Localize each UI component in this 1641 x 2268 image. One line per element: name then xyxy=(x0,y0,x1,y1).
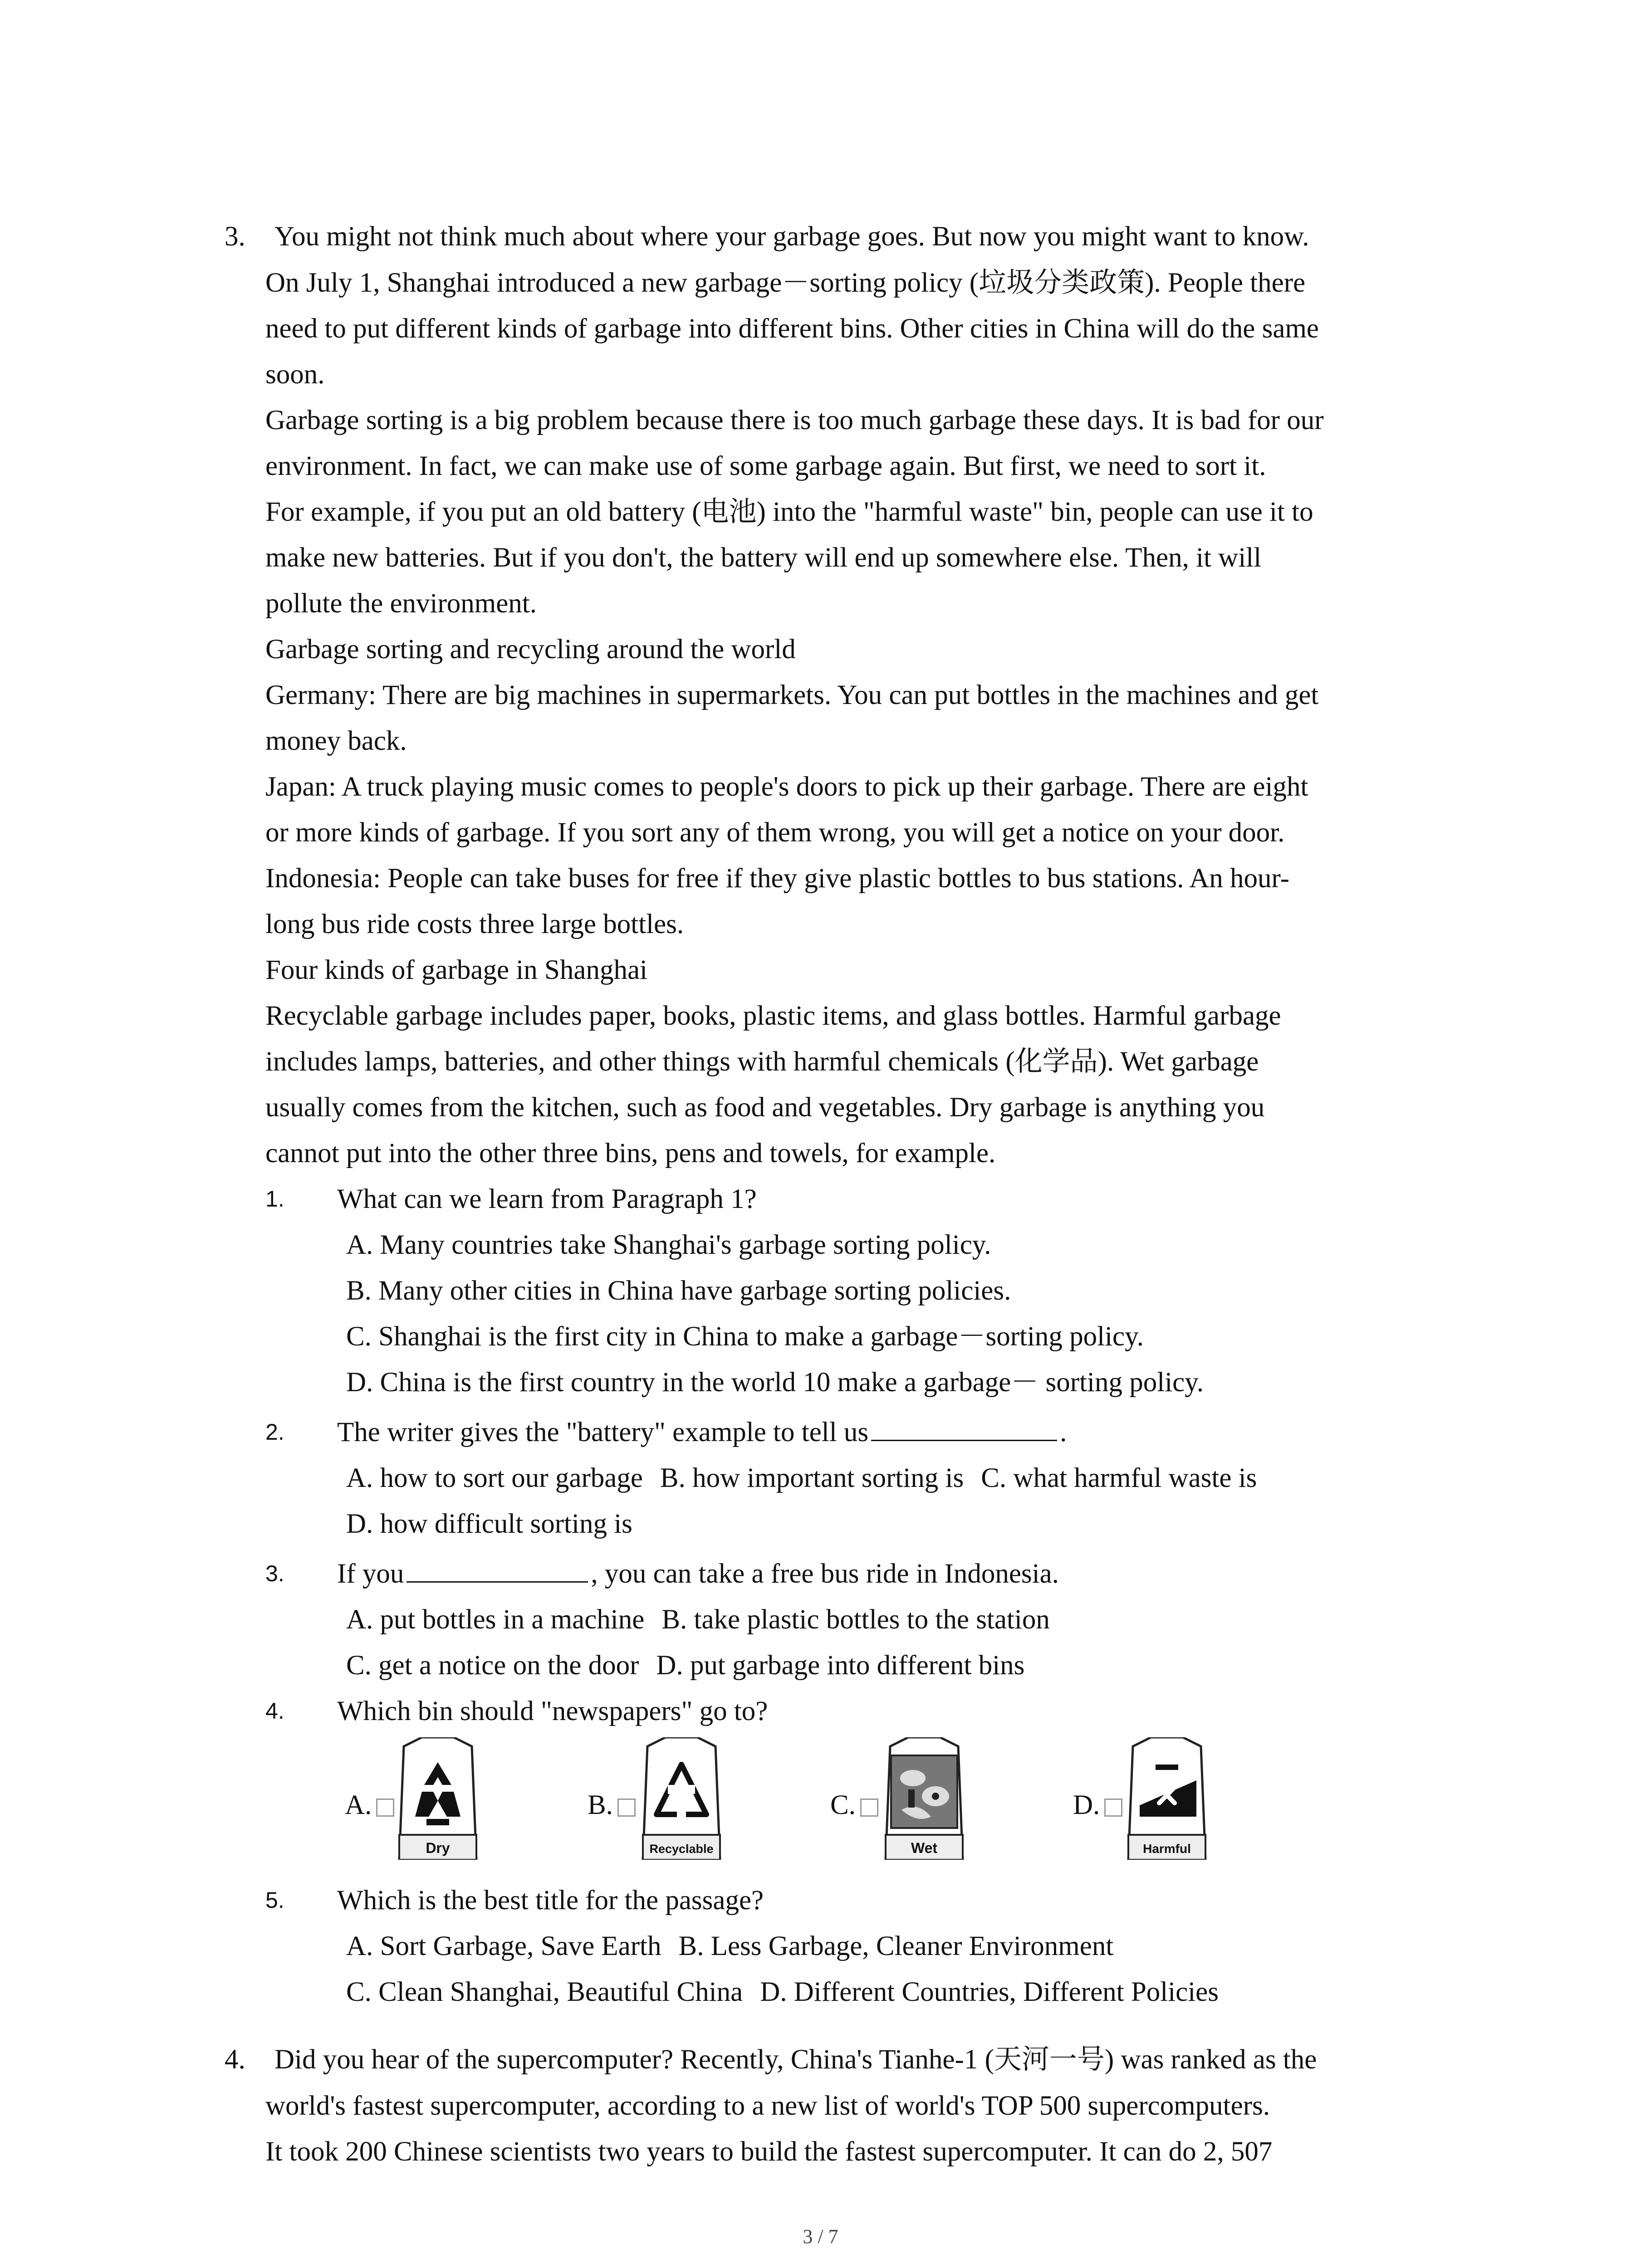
option-c[interactable]: C. Clean Shanghai, Beautiful China xyxy=(346,1977,743,2007)
passage-line: environment. In fact, we can make use of some garbage again. But first, we need to sort it. xyxy=(265,451,1266,481)
sub-question-number: 3. xyxy=(265,1561,284,1586)
passage-line: need to put different kinds of garbage into different bins. Other cities in China will do the same xyxy=(265,313,1319,344)
option-a[interactable]: A. Sort Garbage, Save Earth xyxy=(346,1931,661,1961)
passage-line: Indonesia: People can take buses for free if they give plastic bottles to bus stations. An hour- xyxy=(265,863,1289,894)
question-stem xyxy=(337,1551,1059,1597)
sub-question-2 xyxy=(265,1409,1400,1455)
option-row xyxy=(346,1642,1042,1688)
passage-line: For example, if you put an old battery (电池) into the "harmful waste" bin, people can use it to xyxy=(265,497,1313,527)
answer-blank[interactable] xyxy=(871,1413,1057,1441)
passage-line: On July 1, Shanghai introduced a new garbage－sorting policy (垃圾分类政策). People there xyxy=(265,268,1306,298)
option-a[interactable]: A. how to sort our garbage xyxy=(346,1463,643,1493)
question-4-heading xyxy=(225,2037,1540,2082)
bin-option-c[interactable] xyxy=(830,1737,980,1873)
option-d[interactable]: D. put garbage into different bins xyxy=(656,1650,1025,1681)
checkbox[interactable] xyxy=(860,1799,878,1817)
passage-line: soon. xyxy=(265,359,325,390)
passage-line: make new batteries. But if you don't, the battery will end up somewhere else. Then, it will xyxy=(265,543,1262,573)
passage-line: pollute the environment. xyxy=(265,588,537,619)
option-b[interactable]: B. take plastic bottles to the station xyxy=(661,1604,1050,1635)
passage-line: Germany: There are big machines in supermarkets. You can put bottles in the machines and get xyxy=(265,680,1319,710)
option-d[interactable]: D. Different Countries, Different Policies xyxy=(760,1977,1219,2007)
passage-line: cannot put into the other three bins, pens and towels, for example. xyxy=(265,1138,996,1168)
bin-options xyxy=(345,1737,1252,1873)
sub-question-4 xyxy=(265,1688,1400,1734)
option-b[interactable]: B. Less Garbage, Cleaner Environment xyxy=(678,1931,1114,1961)
passage-line: Japan: A truck playing music comes to people's doors to pick up their garbage. There are eight xyxy=(265,772,1308,802)
sub-question-5 xyxy=(265,1877,1400,1923)
question-stem: Which bin should "newspapers" go to? xyxy=(337,1696,768,1726)
svg-text:Dry: Dry xyxy=(426,1840,450,1856)
checkbox[interactable] xyxy=(376,1799,394,1817)
passage-first-line: You might not think much about where your garbage goes. But now you might want to know. xyxy=(274,221,1309,252)
section-heading: Garbage sorting and recycling around the world xyxy=(265,634,796,665)
sub-question-3 xyxy=(265,1551,1400,1597)
svg-text:Wet: Wet xyxy=(911,1840,938,1856)
question-number: 4. xyxy=(225,2044,245,2075)
bin-option-a[interactable] xyxy=(345,1737,481,1873)
option-row xyxy=(346,1969,1236,2015)
sub-question-number: 5. xyxy=(265,1887,284,1913)
svg-text:Recyclable: Recyclable xyxy=(649,1842,714,1856)
option-d[interactable]: D. China is the first country in the world 10 make a garbage－ sorting policy. xyxy=(346,1367,1204,1398)
page-number: 3 / 7 xyxy=(803,2225,838,2248)
stem-text: If you xyxy=(337,1559,404,1589)
question-number: 3. xyxy=(225,221,245,252)
stem-text: , you can take a free bus ride in Indonesia. xyxy=(591,1559,1059,1589)
option-c[interactable]: C. what harmful waste is xyxy=(981,1463,1257,1493)
option-row xyxy=(346,1923,1131,1969)
question-stem: Which is the best title for the passage? xyxy=(337,1885,764,1916)
sub-question-number: 1. xyxy=(265,1186,284,1212)
sub-question-number: 2. xyxy=(265,1419,284,1445)
bin-option-b[interactable] xyxy=(588,1737,737,1873)
section-heading: Four kinds of garbage in Shanghai xyxy=(265,955,647,985)
harmful-x-icon xyxy=(1124,1737,1210,1860)
checkbox[interactable] xyxy=(617,1799,636,1817)
passage-line: world's fastest supercomputer, according to a new list of world's TOP 500 supercomputers. xyxy=(265,2091,1270,2121)
option-d[interactable]: D. how difficult sorting is xyxy=(346,1509,632,1539)
svg-text:Harmful: Harmful xyxy=(1143,1842,1191,1856)
question-3-heading xyxy=(225,214,1540,259)
passage-line: Garbage sorting is a big problem because there is too much garbage these days. It is bad for our xyxy=(265,405,1324,435)
option-letter: D. xyxy=(1073,1787,1122,1823)
food-waste-icon xyxy=(881,1737,967,1860)
option-c[interactable]: C. Shanghai is the first city in China to make a garbage－sorting policy. xyxy=(346,1321,1144,1352)
option-row xyxy=(346,1597,1067,1642)
bin-option-d[interactable] xyxy=(1073,1737,1223,1873)
question-stem: What can we learn from Paragraph 1? xyxy=(337,1184,757,1214)
option-letter: B. xyxy=(588,1787,636,1823)
option-b[interactable]: B. how important sorting is xyxy=(660,1463,964,1493)
passage-line: It took 200 Chinese scientists two years to build the fastest supercomputer. It can do 2, 507 xyxy=(265,2136,1273,2167)
option-b[interactable]: B. Many other cities in China have garbage sorting policies. xyxy=(346,1276,1011,1306)
answer-blank[interactable] xyxy=(407,1555,588,1583)
question-stem xyxy=(337,1409,1067,1455)
passage-line: long bus ride costs three large bottles. xyxy=(265,909,684,939)
option-a[interactable]: A. Many countries take Shanghai's garbage sorting policy. xyxy=(346,1230,991,1260)
option-row xyxy=(346,1455,1274,1501)
passage-line: money back. xyxy=(265,726,407,756)
option-c[interactable]: C. get a notice on the door xyxy=(346,1650,639,1681)
option-a[interactable]: A. put bottles in a machine xyxy=(346,1604,645,1635)
option-letter: C. xyxy=(830,1787,878,1823)
stem-text: The writer gives the "battery" example to tell us xyxy=(337,1417,869,1447)
option-letter: A. xyxy=(345,1787,394,1823)
passage-line: includes lamps, batteries, and other things with harmful chemicals (化学品). Wet garbage xyxy=(265,1046,1259,1077)
passage-line: or more kinds of garbage. If you sort any of them wrong, you will get a notice on your door. xyxy=(265,817,1285,848)
recycle-arrows-icon xyxy=(395,1737,481,1860)
passage-first-line: Did you hear of the supercomputer? Recently, China's Tianhe-1 (天河一号) was ranked as the xyxy=(274,2044,1317,2075)
checkbox[interactable] xyxy=(1104,1799,1122,1817)
stem-text: . xyxy=(1060,1417,1067,1447)
sub-question-number: 4. xyxy=(265,1698,284,1724)
passage-line: Recyclable garbage includes paper, books, plastic items, and glass bottles. Harmful garbage xyxy=(265,1001,1281,1031)
passage-line: usually comes from the kitchen, such as food and vegetables. Dry garbage is anything you xyxy=(265,1092,1265,1123)
recycle-triangle-icon xyxy=(638,1737,725,1860)
sub-question-1 xyxy=(265,1176,1400,1222)
